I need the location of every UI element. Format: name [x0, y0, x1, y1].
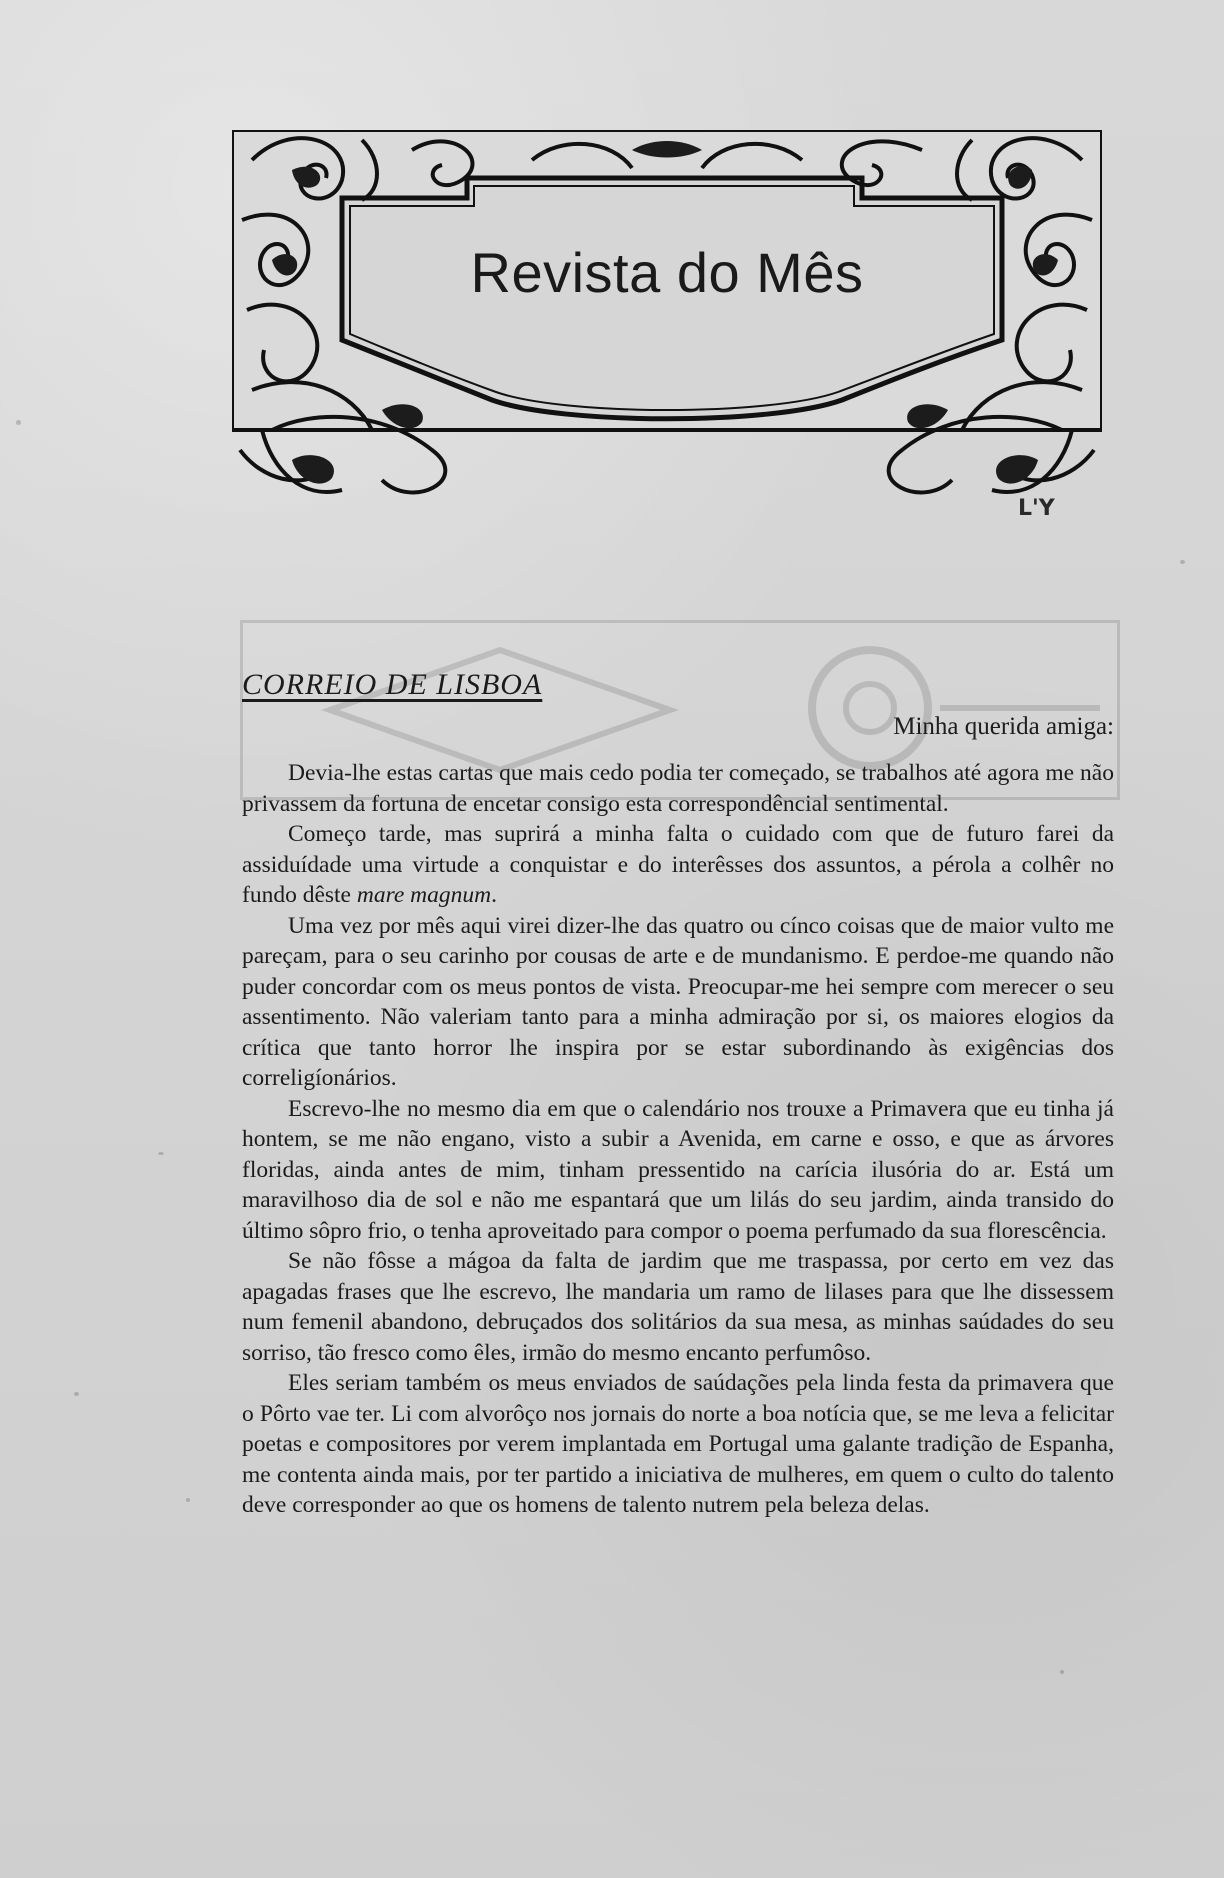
letter-paragraph-text: Começo tarde, mas suprirá a minha falta o cuidado com que de futuro farei da assiduídade uma virtude a conquistar e do interêsses dos assuntos, a pérola a colhêr no fundo dêste — [242, 821, 1114, 908]
sentence-end: . — [491, 882, 497, 908]
paper-fleck — [1180, 560, 1185, 564]
letter-paragraph: Se não fôsse a mágoa da falta de jardim que me traspassa, por certo em vez das apagadas frases que lhe escrevo, lhe mandaria um ramo de lilases para que lhe dissessem num femenil abandono, debruçados dos solitários da sua mesa, as minhas saúdades do seu sorriso, tão fresco como êles, irmão do mesmo encanto perfumôso. — [242, 1248, 1114, 1366]
artist-signature: L'Y — [1018, 496, 1055, 521]
letter-body — [242, 758, 1114, 1521]
letter-paragraph — [242, 819, 1114, 911]
letter-paragraph: Uma vez por mês aqui virei dizer-lhe das quatro ou cínco coisas que de maior vulto me pareçam, para o seu carinho por cousas de arte e de mundanismo. E perdoe-me quando não puder concordar com os meus pontos de vista. Preocupar-me hei sempre com merecer o seu assentimento. Não valeriam tanto para a minha admiração por si, os maiores elogios da crítica que tanto horror lhe inspira por se estar subordinando às exigências dos correligíonários. — [242, 912, 1114, 1091]
paper-fleck — [74, 1392, 79, 1396]
paper-fleck — [16, 420, 21, 425]
ornamental-frame-icon — [232, 130, 1102, 520]
letter-paragraph: Eles seriam também os meus enviados de saúdações pela linda festa da primavera que o Pôrto vae ter. Li com alvorôço nos jornais do norte a boa notícia que, se me leva a felicitar poetas e compositores por verem implantada em Portugal uma galante tradição de Espanha, me contenta ainda mais, por ter partido a iniciativa de mulheres, em quem o culto do talento deve corresponder ao que os homens de talento nutrem pela beleza delas. — [242, 1370, 1114, 1518]
page-title: Revista do Mês — [470, 241, 864, 304]
paper-fleck — [186, 1498, 190, 1502]
latin-phrase: mare magnum — [356, 882, 492, 908]
letter-salutation: Minha querida amiga: — [893, 713, 1114, 740]
letter-paragraph: Devia-lhe estas cartas que mais cedo podia ter começado, se trabalhos até agora me não privassem da fortuna de encetar consigo esta correspondêncial sentimental. — [242, 760, 1114, 817]
paper-fleck — [158, 1152, 164, 1155]
header-banner — [232, 130, 1102, 520]
paper-fleck — [1060, 1670, 1064, 1674]
letter-paragraph: Escrevo-lhe no mesmo dia em que o calendário nos trouxe a Primavera que eu tinha já hontem, se me não engano, visto a subir a Avenida, em carne e osso, e que as árvores floridas, ainda antes de mim, tinham pressentido na carícia ilusória do ar. Está um maravilhoso dia de sol e não me espantará que um lilás do seu jardim, ainda transido do último sôpro frio, o tenha aproveitado para compor o poema perfumado da sua florescência. — [242, 1095, 1114, 1244]
section-title: CORREIO DE LISBOA — [242, 668, 543, 701]
